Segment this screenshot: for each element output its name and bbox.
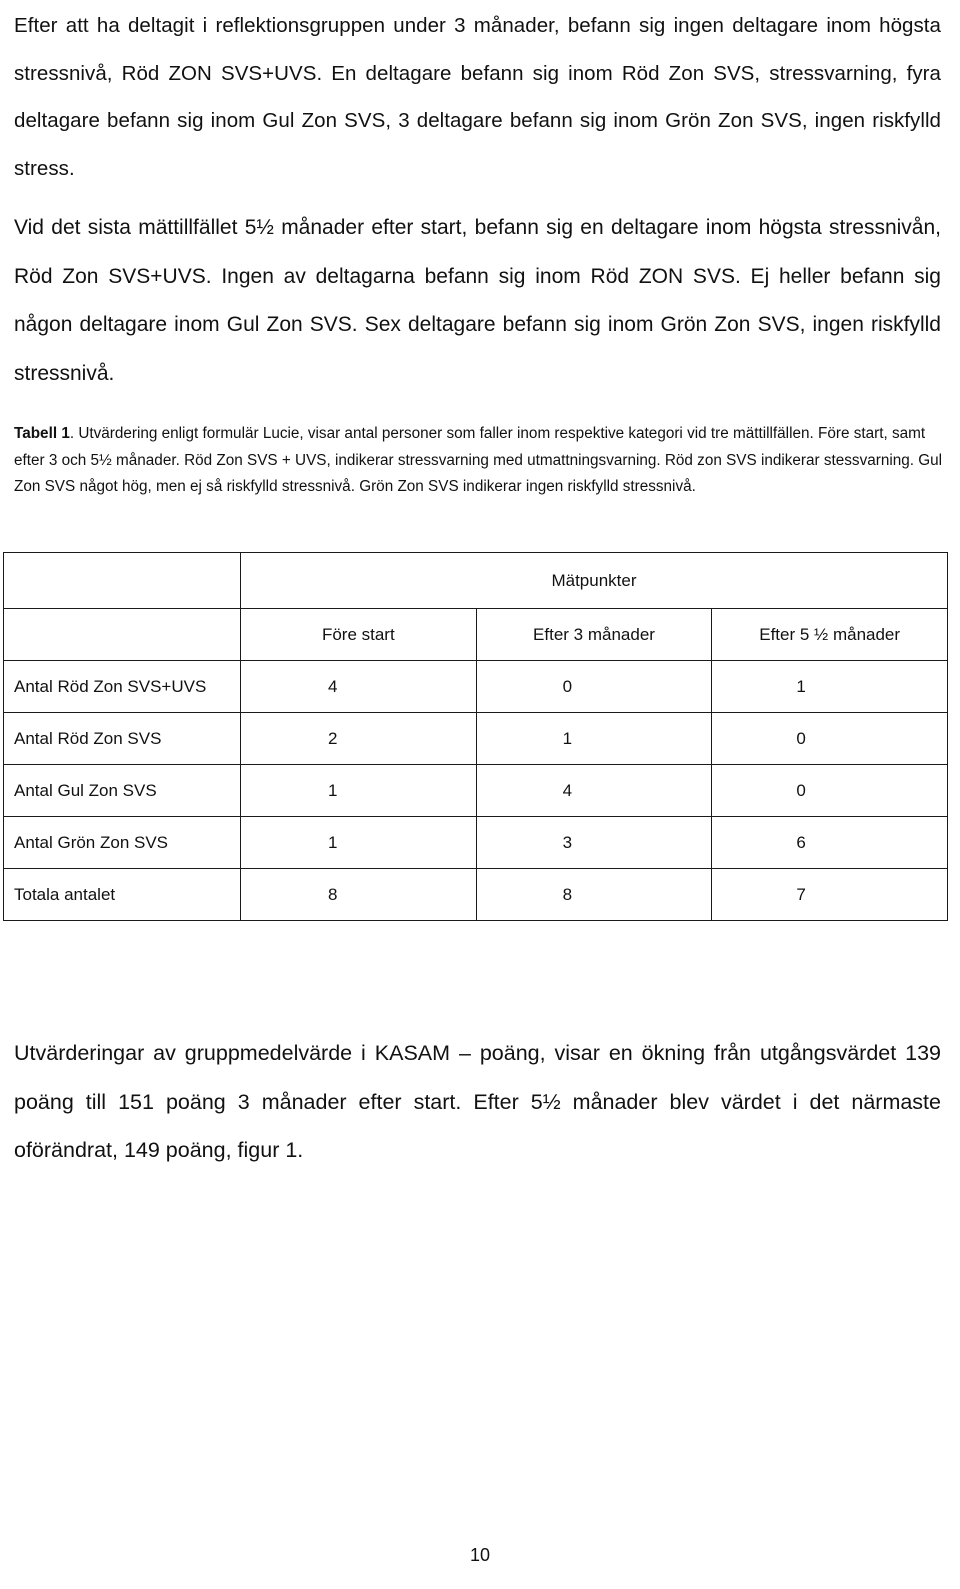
row-label: Antal Röd Zon SVS+UVS [4,661,241,713]
table-group-header-row [4,553,948,609]
cell-value: 4 [241,661,477,713]
cell-value: 1 [476,713,712,765]
row-label: Totala antalet [4,869,241,921]
cell-value: 0 [476,661,712,713]
cell-value: 1 [241,817,477,869]
cell-value: 8 [476,869,712,921]
page-number: 10 [469,1545,491,1565]
table-caption-label: Tabell 1 [14,425,70,442]
table-corner-cell-lower [4,609,241,661]
column-header: Efter 5 ½ månader [712,609,948,661]
table-row [4,765,948,817]
table-group-header: Mätpunkter [241,553,948,609]
table-column-header-row [4,609,948,661]
table-row-total [4,869,948,921]
cell-value: 1 [241,765,477,817]
cell-value: 0 [712,765,948,817]
table-row [4,817,948,869]
row-label: Antal Gul Zon SVS [4,765,241,817]
cell-value: 0 [712,713,948,765]
lucie-evaluation-table [3,552,948,921]
table-corner-cell [4,553,241,609]
cell-value: 4 [476,765,712,817]
row-label: Antal Grön Zon SVS [4,817,241,869]
paragraph-three-month-result: Efter att ha deltagit i reflektionsgruppen under 3 månader, befann sig ingen deltagare inom högsta stressnivå, Röd ZON SVS+UVS. En deltagare befann sig inom Röd Zon SVS, stressvarning, fyra deltagare befann sig inom Gul Zon SVS, 3 deltagare befann sig inom Grön Zon SVS, ingen riskfylld stress. [14,14,941,180]
column-header: Före start [241,609,477,661]
cell-value: 7 [712,869,948,921]
table-row [4,713,948,765]
cell-value: 8 [241,869,477,921]
cell-value: 6 [712,817,948,869]
table-caption-text: . Utvärdering enligt formulär Lucie, visar antal personer som faller inom respektive kategori vid tre mättillfällen. Före start, samt efter 3 och 5½ månader. Röd Zon SVS + UVS, indikerar stressvarning med utmattningsvarning. Röd zon SVS indikerar stessvarning. Gul Zon SVS något hög, men ej så riskfylld stressnivå. Grön Zon SVS indikerar ingen riskfylld stressnivå. [14,425,943,495]
column-header: Efter 3 månader [476,609,712,661]
cell-value: 2 [241,713,477,765]
cell-value: 1 [712,661,948,713]
table-row [4,661,948,713]
row-label: Antal Röd Zon SVS [4,713,241,765]
cell-value: 3 [476,817,712,869]
paragraph-kasam-result: Utvärderingar av gruppmedelvärde i KASAM – poäng, visar en ökning från utgångsvärdet 139 poäng till 151 poäng 3 månader efter start. Efter 5½ månader blev värdet i det närmaste oförändrat, 149 poäng, figur 1. [14,1041,941,1162]
paragraph-final-measurement: Vid det sista mättillfället 5½ månader efter start, befann sig en deltagare inom högsta stressnivån, Röd Zon SVS+UVS. Ingen av deltagarna befann sig inom Röd ZON SVS. Ej heller befann sig någon deltagare inom Gul Zon SVS. Sex deltagare befann sig inom Grön Zon SVS, ingen riskfylld stressnivå. [14,216,941,385]
table-caption [14,421,949,501]
